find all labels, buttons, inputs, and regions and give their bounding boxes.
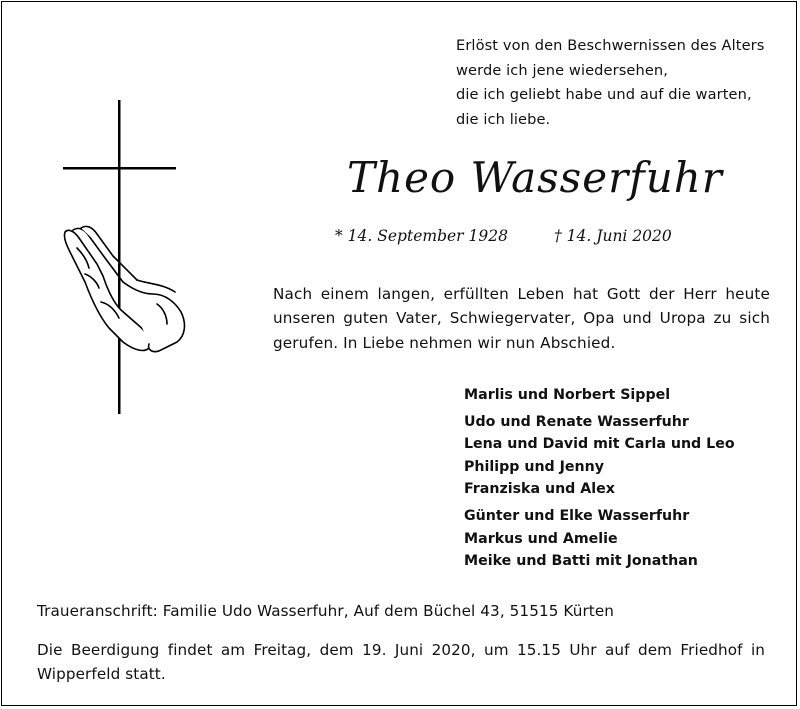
mourners-list: [464, 384, 735, 577]
mourner-line: Philipp und Jenny: [464, 458, 604, 475]
mourner-line: Franziska und Alex: [464, 481, 615, 498]
mourner-group: [464, 505, 735, 573]
mourner-line: Lena und David mit Carla und Leo: [464, 436, 735, 453]
intro-text: Nach einem langen, erfüllten Leben hat Gott der Herr heute unseren guten Vater, Schwiegervater, Opa und Uropa zu sich gerufen. In Liebe nehmen wir nun Abschied.: [273, 285, 770, 352]
mourner-group: [464, 411, 735, 501]
mourner-line: Marlis und Norbert Sippel: [464, 387, 671, 403]
mourner-group: [464, 384, 735, 407]
poem-line: die ich geliebt habe und auf die warten,: [456, 86, 752, 104]
mourner-line: Meike und Batti mit Jonathan: [464, 553, 698, 570]
obituary-notice: [1, 1, 797, 706]
mourning-address: Traueranschrift: Familie Udo Wasserfuhr, Auf dem Büchel 43, 51515 Kürten: [37, 602, 615, 620]
poem-line: Erlöst von den Beschwernissen des Alters: [456, 37, 765, 54]
deceased-name: Theo Wasserfuhr: [347, 153, 723, 202]
mourner-line: Günter und Elke Wasserfuhr: [464, 507, 690, 524]
mourner-line: Markus und Amelie: [464, 530, 618, 547]
mourner-line: Udo und Renate Wasserfuhr: [464, 413, 689, 430]
cross-with-praying-hands-icon: [57, 98, 207, 418]
birth-date: * 14. September 1928: [335, 227, 508, 245]
death-date: † 14. Juni 2020: [554, 227, 672, 245]
poem-line: die ich liebe.: [456, 110, 551, 128]
poem: [456, 34, 764, 132]
funeral-info: Die Beerdigung findet am Freitag, dem 19. Juni 2020, um 15.15 Uhr auf dem Friedhof in Wipperfeld statt.: [37, 641, 765, 683]
poem-line: werde ich jene wiedersehen,: [456, 61, 669, 79]
